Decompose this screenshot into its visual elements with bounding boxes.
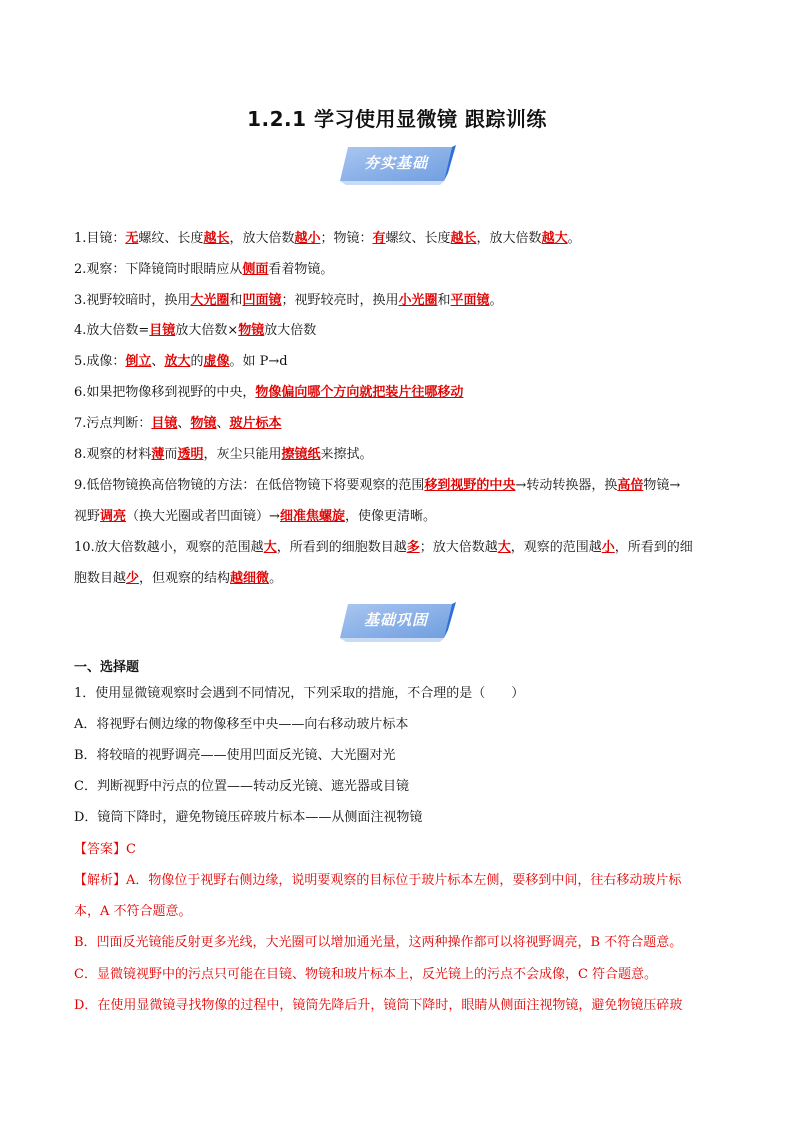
fact-line-9-cont: 视野调亮（换大光圈或者凹面镜）→细准焦螺旋，使像更清晰。 — [74, 509, 436, 524]
fact-line-9: 9.低倍物镜换高倍物镜的方法：在低倍物镜下将要观察的范围移到视野的中央→转动转换器，换高倍物镜→ — [74, 478, 681, 493]
option-b: B．将较暗的视野调亮——使用凹面反光镜、大光圈对光 — [74, 748, 396, 763]
section-banner-foundation — [340, 143, 470, 187]
fact-line-7: 7.污点判断：目镜、物镜、玻片标本 — [74, 416, 282, 431]
fact-line-5: 5.成像：倒立、放大的虚像。如 P→d — [74, 354, 288, 369]
fact-line-8: 8.观察的材料薄而透明，灰尘只能用擦镜纸来擦拭。 — [74, 447, 373, 462]
analysis-line-2: 本，A 不符合题意。 — [74, 904, 192, 919]
fact-line-3: 3.视野较暗时，换用大光圈和凹面镜；视野较亮时，换用小光圈和平面镜。 — [74, 293, 503, 308]
analysis-line-3: B．凹面反光镜能反射更多光线，大光圈可以增加通光量，这两种操作都可以将视野调亮，B 不符合题意。 — [74, 935, 683, 950]
page-title: 1.2.1 学习使用显微镜 跟踪训练 — [247, 107, 547, 131]
fact-line-10: 10.放大倍数越小，观察的范围越大，所看到的细胞数目越多；放大倍数越大，观察的范围越小，所看到的细 — [74, 540, 693, 555]
analysis-line-5: D．在使用显微镜寻找物像的过程中，镜筒先降后升，镜筒下降时，眼睛从侧面注视物镜，避免物镜压碎玻 — [74, 998, 683, 1013]
option-d: D．镜筒下降时，避免物镜压碎玻片标本——从侧面注视物镜 — [74, 810, 423, 825]
banner-label: 夯实基础 — [363, 154, 428, 172]
fact-line-4: 4.放大倍数=目镜放大倍数×物镜放大倍数 — [74, 323, 317, 338]
fact-line-10-cont: 胞数目越少，但观察的结构越细微。 — [74, 571, 283, 586]
analysis-line-1: 【解析】A．物像位于视野右侧边缘，说明要观察的目标位于玻片标本左侧，要移到中间，往右移动玻片标 — [74, 873, 682, 888]
answer-text: 【答案】C — [74, 842, 136, 857]
fact-line-2: 2.观察：下降镜筒时眼睛应从侧面看着物镜。 — [74, 262, 334, 277]
fact-line-1: 1.目镜：无螺纹、长度越长，放大倍数越小；物镜：有螺纹、长度越长，放大倍数越大。 — [74, 231, 581, 246]
option-c: C．判断视野中污点的位置——转动反光镜、遮光器或目镜 — [74, 779, 409, 794]
option-a: A．将视野右侧边缘的物像移至中央——向右移动玻片标本 — [74, 717, 409, 732]
section-heading: 一、选择题 — [74, 660, 140, 675]
question-stem: 1．使用显微镜观察时会遇到不同情况，下列采取的措施，不合理的是（ ） — [74, 686, 525, 701]
analysis-line-4: C．显微镜视野中的污点只可能在目镜、物镜和玻片标本上，反光镜上的污点不会成像，C 符合题意。 — [74, 967, 658, 982]
fact-line-6: 6.如果把物像移到视野的中央，物像偏向哪个方向就把装片往哪移动 — [74, 385, 464, 400]
banner-label: 基础巩固 — [363, 611, 428, 629]
section-banner-consolidation — [340, 600, 470, 644]
